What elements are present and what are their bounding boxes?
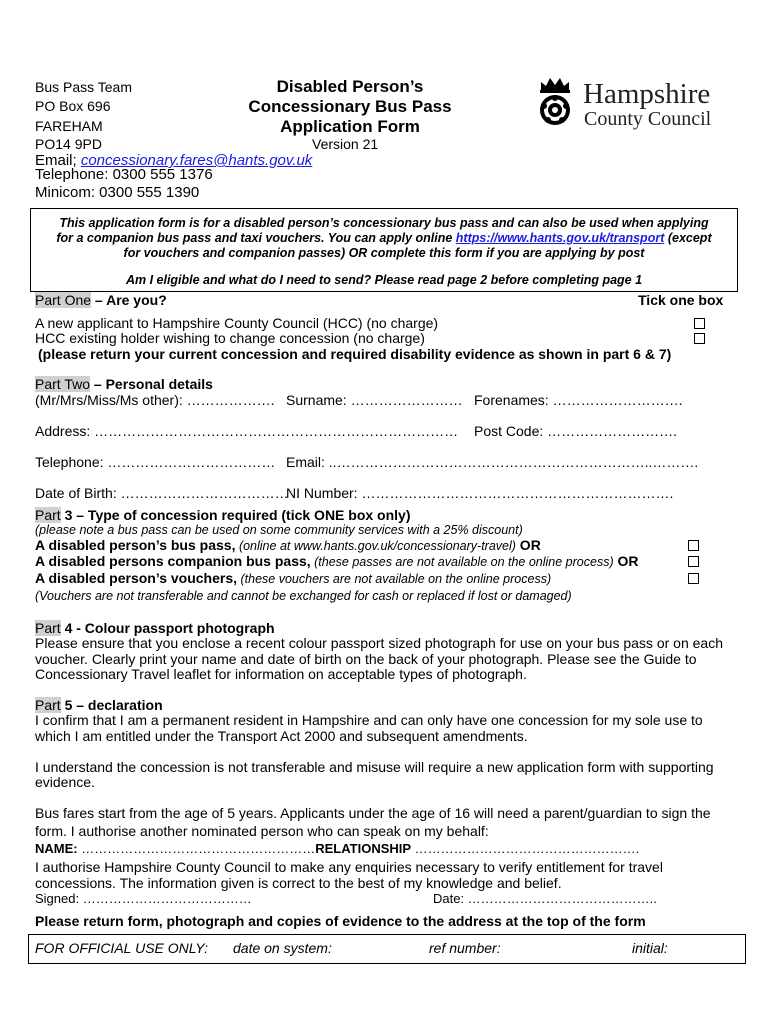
declaration-text: which I am entitled under the Transport Act 2000 and subsequent amendments. — [35, 728, 528, 744]
dob-field[interactable]: Date of Birth: ……………………………… — [35, 485, 289, 501]
option-label: A disabled person’s bus pass, — [35, 537, 236, 553]
declaration-text: Bus fares start from the age of 5 years. Applicants under the age of 16 will need a parent/guardian to sign the — [35, 805, 711, 821]
title-line: Disabled Person’s — [276, 77, 424, 96]
initial-field: initial: — [632, 940, 668, 956]
date-on-system-field: date on system: — [233, 940, 332, 956]
logo-subname: County Council — [584, 108, 712, 130]
part-label: Part Two — [35, 376, 90, 392]
declaration-text: I understand the concession is not transferable and misuse will require a new application form with supporting — [35, 759, 714, 775]
address-line: PO Box 696 — [35, 98, 111, 114]
option-note: (online at www.hants.gov.uk/concessionary-travel) — [235, 539, 516, 553]
telephone-field[interactable]: Telephone: ……………………………… — [35, 454, 276, 470]
nominee-name-label: NAME: — [35, 841, 78, 856]
online-link[interactable]: https://www.hants.gov.uk/transport — [455, 231, 665, 245]
companion-pass-option — [35, 553, 639, 569]
intro-text: (except — [664, 231, 712, 245]
hampshire-rose-crest-icon — [535, 76, 575, 132]
address-line: Bus Pass Team — [35, 79, 133, 95]
intro-text: for a companion bus pass and taxi vouchers. You can apply online — [56, 231, 456, 245]
photo-text: Please ensure that you enclose a recent colour passport sized photograph for use on your bus pass or on each — [35, 635, 723, 651]
email-link[interactable]: concessionary.fares@hants.gov.uk — [80, 152, 313, 169]
hampshire-logo — [535, 76, 735, 132]
existing-holder-label: HCC existing holder wishing to change concession (no charge) — [35, 330, 425, 346]
declaration-text: evidence. — [35, 774, 95, 790]
title-field[interactable]: (Mr/Mrs/Miss/Ms other): ………………. — [35, 392, 275, 408]
form-title — [225, 77, 475, 137]
ref-number-field: ref number: — [429, 940, 501, 956]
relationship-label: RELATIONSHIP — [315, 841, 412, 856]
vouchers-footnote: (Vouchers are not transferable and cannot be exchanged for cash or replaced if lost or damaged) — [35, 589, 572, 603]
return-concession-note: (please return your current concession and required disability evidence as shown in part 6 & 7) — [38, 346, 672, 362]
form-version: Version 21 — [312, 136, 379, 152]
eligibility-note: Am I eligible and what do I need to send? Please read page 2 before completing page 1 — [125, 273, 643, 287]
bus-pass-checkbox[interactable] — [688, 540, 699, 551]
title-line: Concessionary Bus Pass — [248, 97, 452, 116]
signature-field[interactable]: Signed: ………………………………… — [35, 891, 252, 906]
declaration-text: form. I authorise another nominated person who can speak on my behalf: — [35, 823, 489, 839]
vouchers-checkbox[interactable] — [688, 573, 699, 584]
part1-heading — [35, 292, 167, 308]
option-label: A disabled persons companion bus pass, — [35, 553, 311, 569]
relationship-field[interactable]: ……………………………………………. — [411, 841, 640, 856]
official-use-box — [28, 934, 746, 964]
option-note: (these passes are not available on the online process) — [310, 555, 614, 569]
address-line: PO14 9PD — [35, 136, 102, 152]
logo-name: Hampshire — [583, 78, 711, 110]
tick-one-box-label: Tick one box — [638, 292, 724, 308]
part-title: – Personal details — [90, 376, 213, 392]
part3-heading — [35, 507, 411, 523]
option-label: A disabled person’s vouchers, — [35, 570, 238, 586]
authorise-text: I authorise Hampshire County Council to make any enquiries necessary to verify entitlement for travel — [35, 859, 663, 875]
photo-text: Concessionary Travel leaflet for information on acceptable types of photograph. — [35, 666, 527, 682]
discount-note: (please note a bus pass can be used on some community services with a 25% discount) — [35, 523, 523, 537]
telephone: Telephone: 0300 555 1376 — [35, 166, 213, 183]
declaration-text: I confirm that I am a permanent resident in Hampshire and can only have one concession for my sole use to — [35, 712, 703, 728]
return-instruction: Please return form, photograph and copies of evidence to the address at the top of the form — [35, 913, 646, 929]
part-title: – Are you? — [91, 292, 167, 308]
part2-heading — [35, 376, 213, 392]
part-title: 3 – Type of concession required (tick ONE box only) — [60, 507, 411, 523]
nominee-line — [35, 841, 639, 856]
official-use-label: FOR OFFICIAL USE ONLY: — [35, 940, 208, 956]
option-or: OR — [613, 553, 639, 569]
new-applicant-checkbox[interactable] — [694, 318, 705, 329]
email-field[interactable]: Email: ..…………………………………………………………..………. — [286, 454, 699, 470]
part-title: 5 – declaration — [60, 697, 163, 713]
option-note: (these vouchers are not available on the online process) — [237, 572, 552, 586]
address-field[interactable]: Address: …………………………………………………………………… — [35, 423, 459, 439]
part-label: Part One — [35, 292, 92, 308]
postcode-field[interactable]: Post Code: ………………………. — [474, 423, 678, 439]
intro-box — [30, 208, 738, 292]
part-label: Part — [35, 507, 61, 523]
nominee-name-field[interactable]: ……………………………………………… — [77, 841, 316, 856]
email-label: Email; — [35, 152, 81, 169]
forenames-field[interactable]: Forenames: ………………………. — [474, 392, 683, 408]
intro-line: This application form is for a disabled person’s concessionary bus pass and can also be used when applying — [59, 216, 709, 230]
date-field[interactable]: Date: …………………………………….. — [433, 891, 657, 906]
part5-heading — [35, 697, 163, 713]
companion-pass-checkbox[interactable] — [688, 556, 699, 567]
part-label: Part — [35, 620, 61, 636]
minicom: Minicom: 0300 555 1390 — [35, 184, 200, 201]
part-title: 4 - Colour passport photograph — [60, 620, 275, 636]
intro-line — [31, 231, 737, 246]
vouchers-option — [35, 570, 551, 586]
surname-field[interactable]: Surname: …………………… — [286, 392, 463, 408]
ni-number-field[interactable]: NI Number: …………………………………………………………. — [286, 485, 674, 501]
address-line: FAREHAM — [35, 118, 103, 134]
authorise-text: concessions. The information given is correct to the best of my knowledge and belief. — [35, 875, 562, 891]
existing-holder-checkbox[interactable] — [694, 333, 705, 344]
part-label: Part — [35, 697, 61, 713]
bus-pass-option — [35, 537, 541, 553]
intro-line: for vouchers and companion passes) OR complete this form if you are applying by post — [123, 246, 645, 260]
title-line: Application Form — [280, 117, 420, 136]
new-applicant-label: A new applicant to Hampshire County Council (HCC) (no charge) — [35, 315, 439, 331]
photo-text: voucher. Clearly print your name and date of birth on the back of your photograph. Please see the Guide to — [35, 651, 697, 667]
option-or: OR — [515, 537, 541, 553]
part4-heading — [35, 620, 275, 636]
